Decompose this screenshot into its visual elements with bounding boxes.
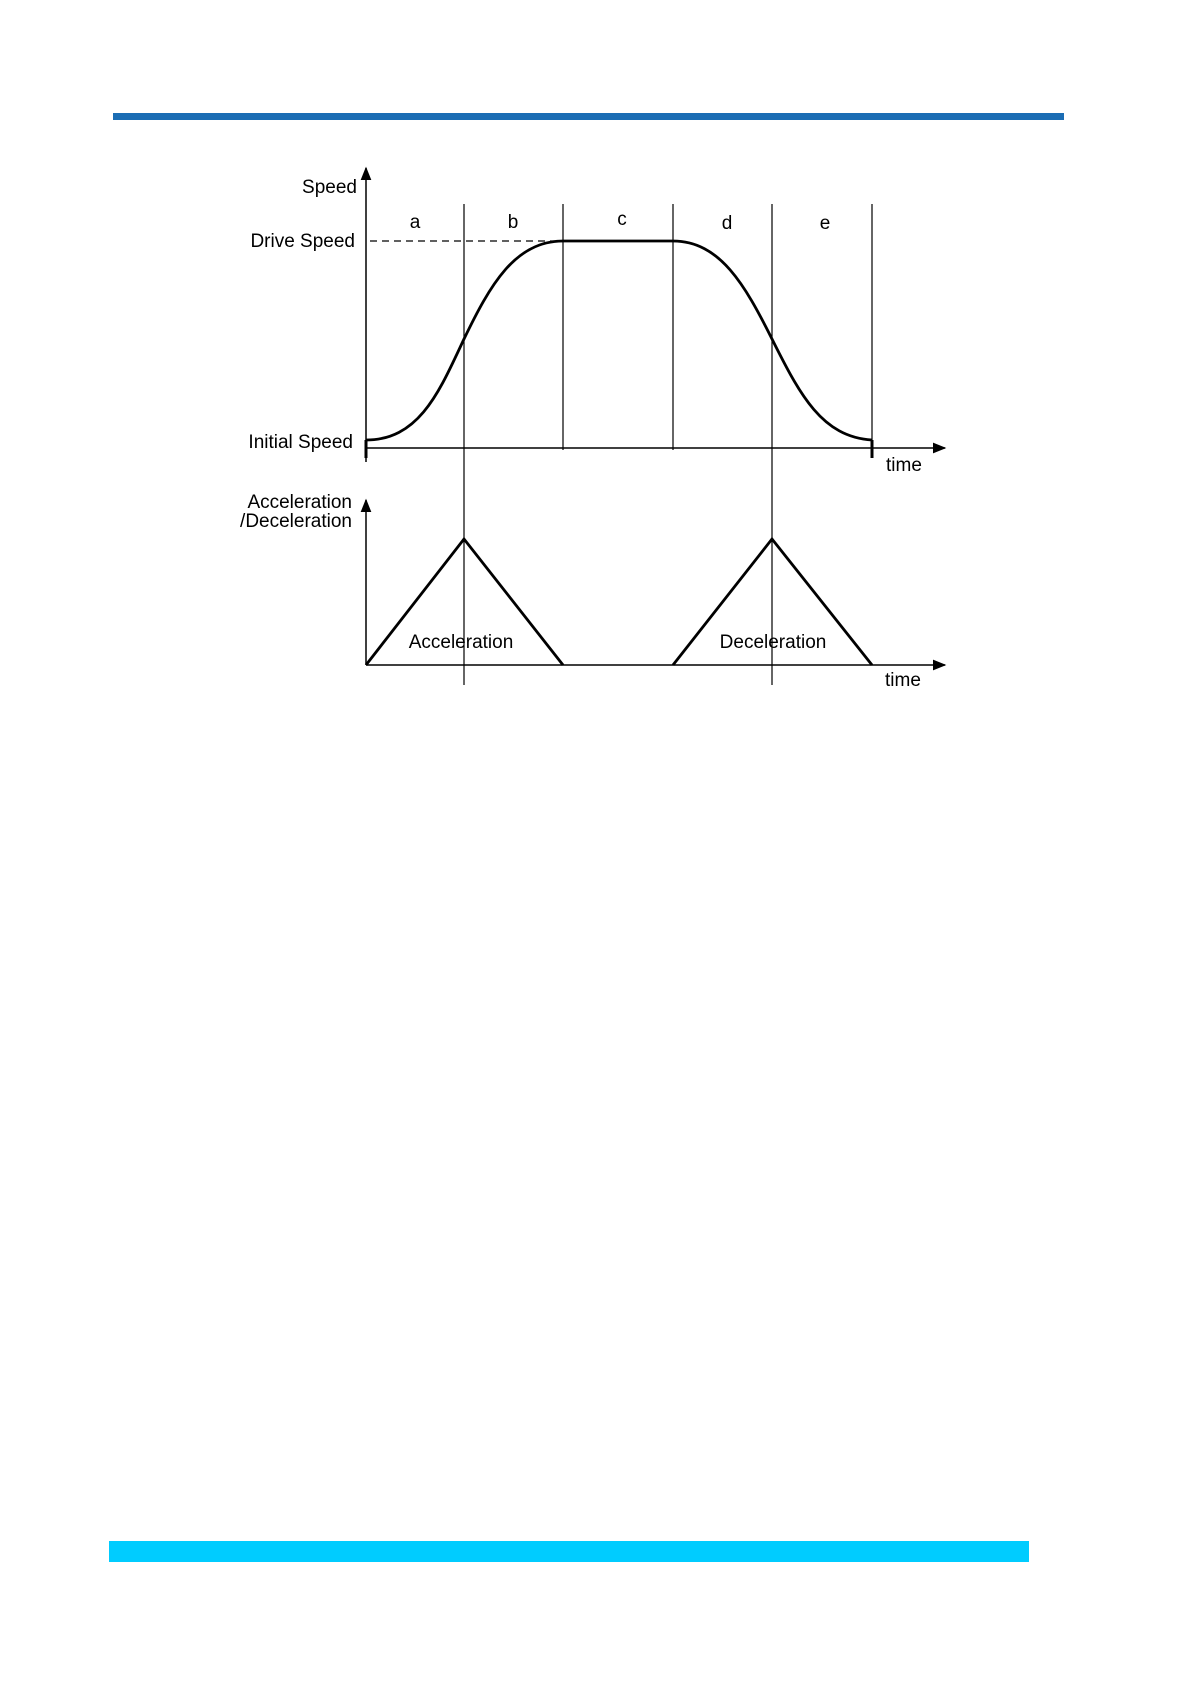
drive-speed-label: Drive Speed <box>250 231 355 252</box>
phase-label-d: d <box>721 213 733 234</box>
phase-label-a: a <box>409 212 421 233</box>
accel-y-axis-label-line2: /Deceleration <box>240 511 352 532</box>
speed-y-axis-label: Speed <box>302 177 357 198</box>
phase-label-c: c <box>617 209 627 230</box>
phase-label-e: e <box>819 213 831 234</box>
acceleration-label: Acceleration <box>408 632 514 653</box>
deceleration-label: Deceleration <box>719 632 827 653</box>
accel-y-axis-label-line1: Acceleration <box>247 492 352 513</box>
speed-x-axis-label: time <box>886 455 922 476</box>
speed-curve <box>366 241 872 440</box>
initial-speed-label: Initial Speed <box>248 432 353 453</box>
bottom-rule <box>109 1541 1029 1562</box>
accel-x-axis-label: time <box>885 670 921 691</box>
speed-chart <box>248 168 945 685</box>
acceleration-chart <box>240 492 945 691</box>
phase-label-b: b <box>507 212 519 233</box>
